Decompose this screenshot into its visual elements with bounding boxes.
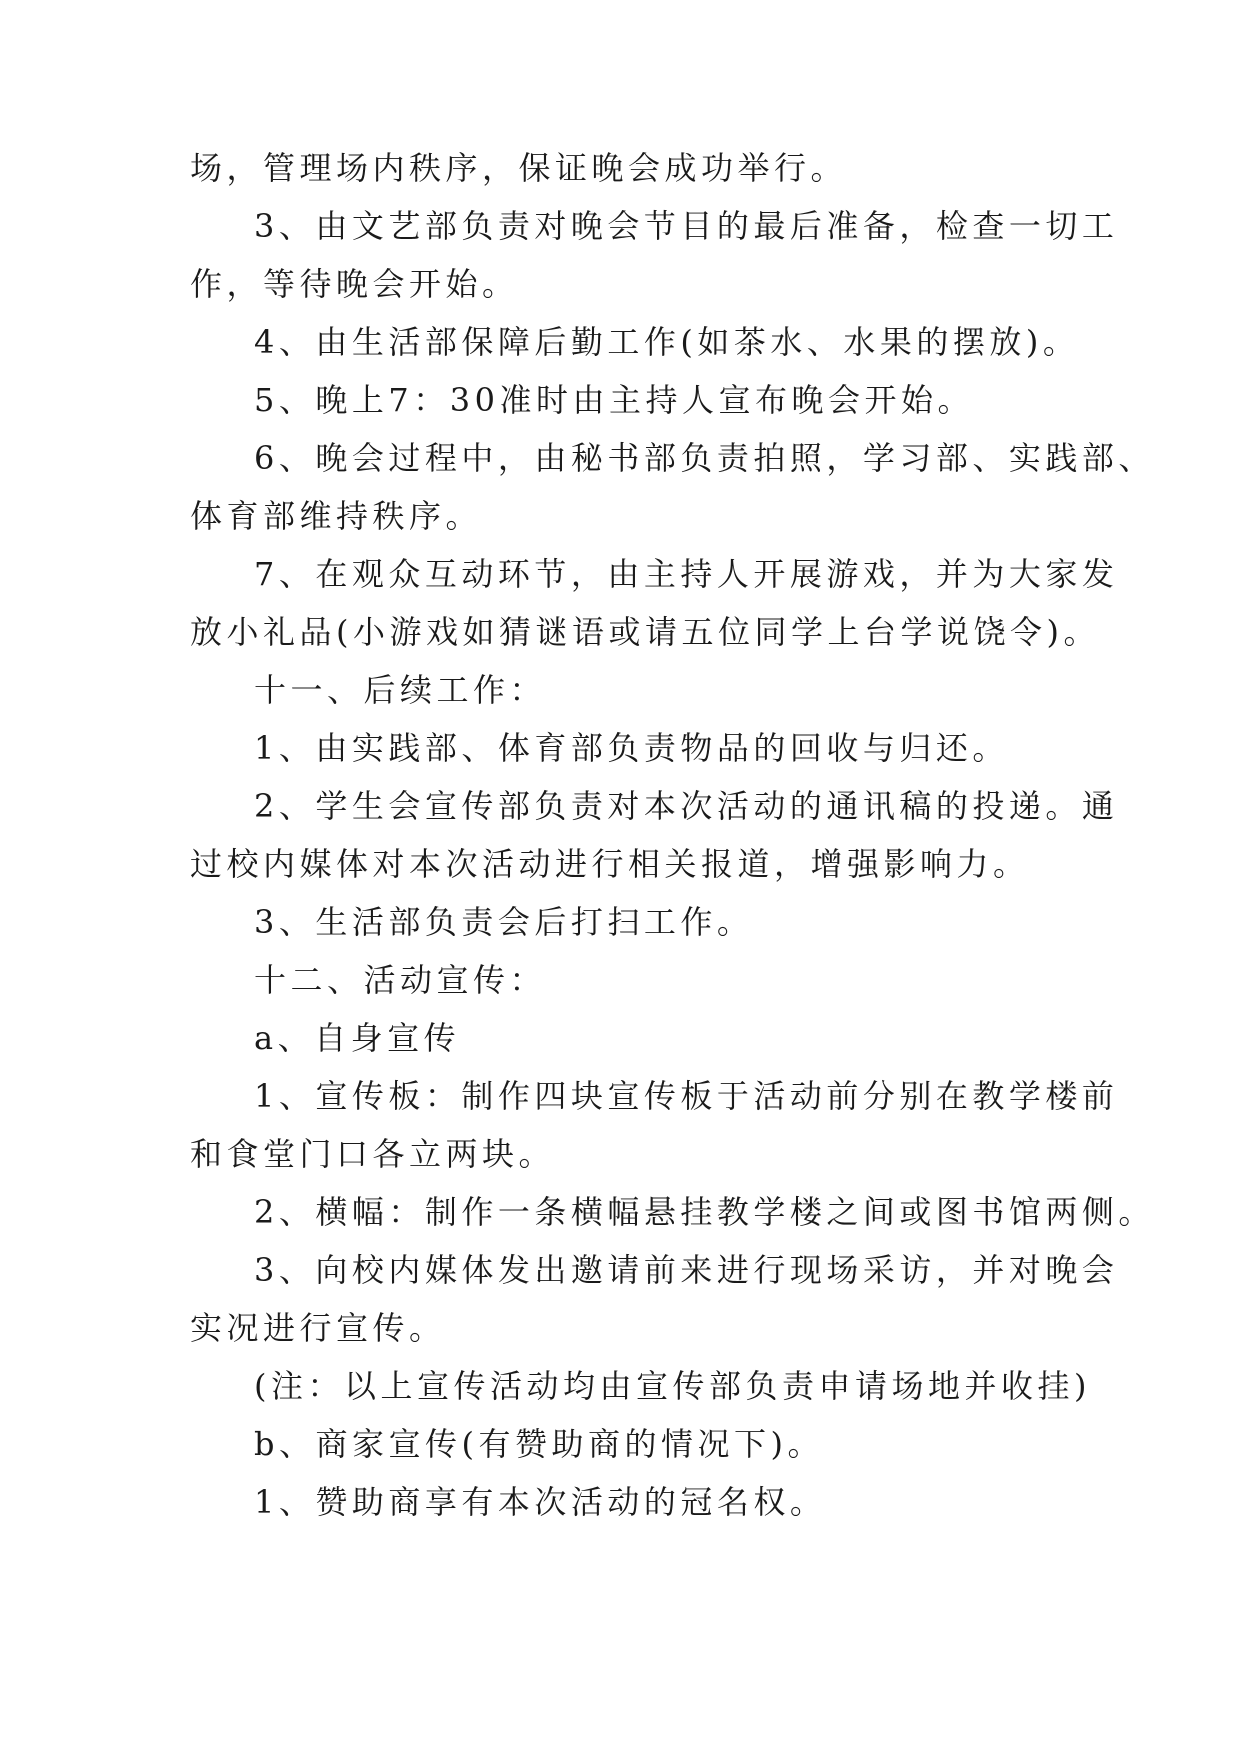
text-line: b、商家宣传(有赞助商的情况下)。 [254, 1425, 824, 1463]
text-line: 实况进行宣传。 [190, 1309, 446, 1347]
text-line: 2、横幅：制作一条横幅悬挂教学楼之间或图书馆两侧。 [254, 1193, 1155, 1231]
text-line: 4、由生活部保障后勤工作(如茶水、水果的摆放)。 [254, 323, 1080, 361]
text-line: 2、学生会宣传部负责对本次活动的通讯稿的投递。通 [254, 787, 1119, 825]
text-line: 场，管理场内秩序，保证晚会成功举行。 [190, 149, 848, 187]
text-line: 体育部维持秩序。 [190, 497, 483, 535]
text-line: a、自身宣传 [254, 1019, 461, 1057]
text-line: 3、向校内媒体发出邀请前来进行现场采访，并对晚会 [254, 1251, 1119, 1289]
section-heading: 十一、后续工作： [254, 671, 547, 709]
text-line: 和食堂门口各立两块。 [190, 1135, 556, 1173]
text-line: 3、由文艺部负责对晚会节目的最后准备，检查一切工 [254, 207, 1119, 245]
text-line: 过校内媒体对本次活动进行相关报道，增强影响力。 [190, 845, 1030, 883]
text-line: 1、赞助商享有本次活动的冠名权。 [254, 1483, 827, 1521]
text-line: 6、晚会过程中，由秘书部负责拍照，学习部、实践部、 [254, 439, 1155, 477]
text-line: 7、在观众互动环节，由主持人开展游戏，并为大家发 [254, 555, 1119, 593]
text-line: 1、宣传板：制作四块宣传板于活动前分别在教学楼前 [254, 1077, 1119, 1115]
section-heading: 十二、活动宣传： [254, 961, 547, 999]
text-line: 作，等待晚会开始。 [190, 265, 519, 303]
text-line: 1、由实践部、体育部负责物品的回收与归还。 [254, 729, 1009, 767]
text-line: 5、晚上7：30准时由主持人宣布晚会开始。 [254, 381, 974, 419]
text-line: 放小礼品(小游戏如猜谜语或请五位同学上台学说饶令)。 [190, 613, 1100, 651]
text-line: 3、生活部负责会后打扫工作。 [254, 903, 754, 941]
text-line: (注：以上宣传活动均由宣传部负责申请场地并收挂) [254, 1367, 1091, 1405]
